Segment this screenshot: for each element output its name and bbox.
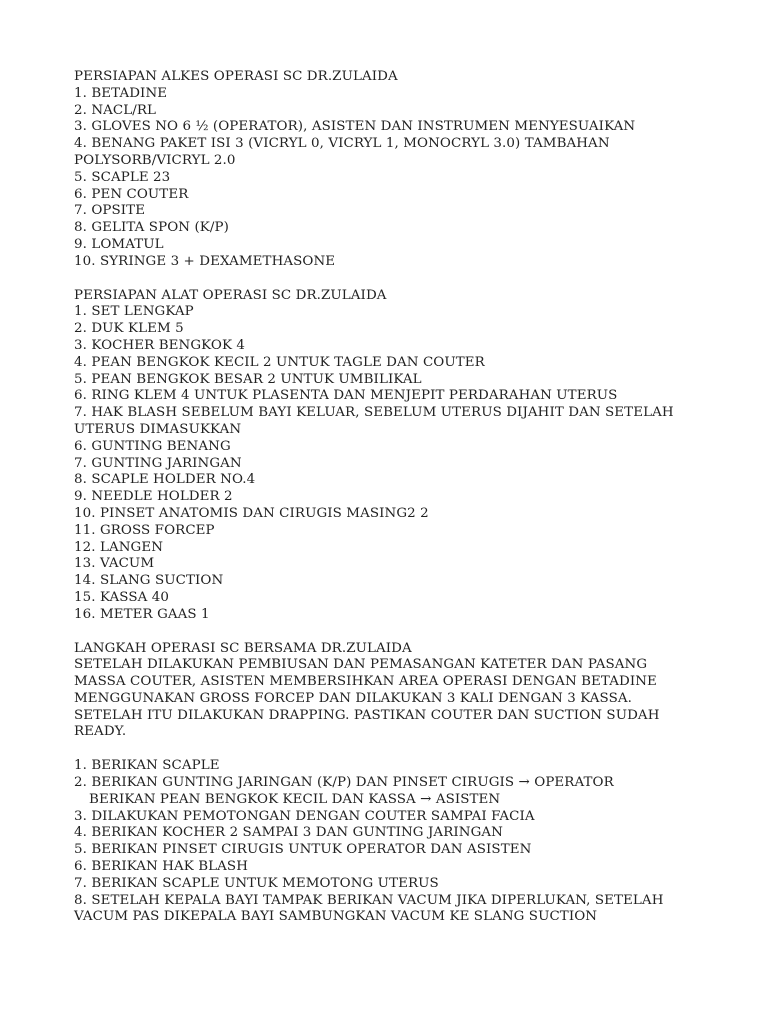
section-spacer: [74, 271, 754, 288]
document-page: [74, 69, 754, 926]
list-item: 5. PEAN BENGKOK BESAR 2 UNTUK UMBILIKAL: [74, 371, 422, 387]
step-item: 3. DILAKUKAN PEMOTONGAN DENGAN COUTER SAMPAI FACIA: [74, 808, 535, 824]
list-item: 4. PEAN BENGKOK KECIL 2 UNTUK TAGLE DAN COUTER: [74, 354, 485, 370]
intro-line: MENGGUNAKAN GROSS FORCEP DAN DILAKUKAN 3 KALI DENGAN 3 KASSA.: [74, 690, 632, 706]
list-item: 10. SYRINGE 3 + DEXAMETHASONE: [74, 253, 336, 269]
list-item: 13. VACUM: [74, 556, 155, 572]
section-title-langkah: LANGKAH OPERASI SC BERSAMA DR.ZULAIDA: [74, 640, 412, 656]
list-item: 9. NEEDLE HOLDER 2: [74, 489, 233, 505]
step-item: 1. BERIKAN SCAPLE: [74, 758, 220, 774]
list-item: 3. GLOVES NO 6 ½ (OPERATOR), ASISTEN DAN INSTRUMEN MENYESUAIKAN: [74, 119, 636, 135]
list-item: 2. DUK KLEM 5: [74, 321, 184, 337]
intro-line: READY.: [74, 724, 127, 740]
list-item: 2. NACL/RL: [74, 102, 157, 118]
step-item: 5. BERIKAN PINSET CIRUGIS UNTUK OPERATOR DAN ASISTEN: [74, 842, 532, 858]
list-item: 5. SCAPLE 23: [74, 169, 171, 185]
intro-line: MASSA COUTER, ASISTEN MEMBERSIHKAN AREA OPERASI DENGAN BETADINE: [74, 674, 657, 690]
list-item: 14. SLANG SUCTION: [74, 573, 224, 589]
section-title-alkes: PERSIAPAN ALKES OPERASI SC DR.ZULAIDA: [74, 69, 398, 84]
step-item: 2. BERIKAN GUNTING JARINGAN (K/P) DAN PINSET CIRUGIS → OPERATOR: [74, 775, 614, 791]
list-item: 4. BENANG PAKET ISI 3 (VICRYL 0, VICRYL 1, MONOCRYL 3.0) TAMBAHAN: [74, 136, 610, 152]
section-spacer: [74, 741, 754, 758]
list-item: 8. GELITA SPON (K/P): [74, 220, 229, 236]
step-item: 7. BERIKAN SCAPLE UNTUK MEMOTONG UTERUS: [74, 875, 439, 891]
list-item: 15. KASSA 40: [74, 589, 169, 605]
list-item: 3. KOCHER BENGKOK 4: [74, 337, 246, 353]
intro-line: SETELAH ITU DILAKUKAN DRAPPING. PASTIKAN COUTER DAN SUCTION SUDAH: [74, 707, 660, 723]
section-alat: [74, 288, 754, 624]
intro-line: SETELAH DILAKUKAN PEMBIUSAN DAN PEMASANGAN KATETER DAN PASANG: [74, 657, 648, 673]
list-item: 1. BETADINE: [74, 85, 168, 101]
list-item: 8. SCAPLE HOLDER NO.4: [74, 472, 256, 488]
list-item: 7. HAK BLASH SEBELUM BAYI KELUAR, SEBELUM UTERUS DIJAHIT DAN SETELAH: [74, 405, 674, 421]
list-item: 12. LANGEN: [74, 539, 164, 555]
list-item: 7. GUNTING JARINGAN: [74, 455, 242, 471]
list-item: 11. GROSS FORCEP: [74, 522, 215, 538]
list-item: 6. GUNTING BENANG: [74, 438, 231, 454]
list-item: 10. PINSET ANATOMIS DAN CIRUGIS MASING2 2: [74, 505, 429, 521]
list-item: 6. PEN COUTER: [74, 186, 189, 202]
list-item: 16. METER GAAS 1: [74, 606, 210, 622]
step-item-continuation: BERIKAN PEAN BENGKOK KECIL DAN KASSA → ASISTEN: [89, 791, 501, 807]
list-item: 7. OPSITE: [74, 203, 146, 219]
step-item: VACUM PAS DIKEPALA BAYI SAMBUNGKAN VACUM KE SLANG SUCTION: [74, 909, 598, 925]
step-item: 8. SETELAH KEPALA BAYI TAMPAK BERIKAN VACUM JIKA DIPERLUKAN, SETELAH: [74, 892, 664, 908]
section-title-alat: PERSIAPAN ALAT OPERASI SC DR.ZULAIDA: [74, 287, 387, 303]
list-item: POLYSORB/VICRYL 2.0: [74, 152, 236, 168]
list-item: UTERUS DIMASUKKAN: [74, 421, 242, 437]
section-spacer: [74, 624, 754, 641]
list-item: 6. RING KLEM 4 UNTUK PLASENTA DAN MENJEPIT PERDARAHAN UTERUS: [74, 388, 618, 404]
list-item: 9. LOMATUL: [74, 236, 164, 252]
section-alkes: [74, 69, 754, 271]
list-item: 1. SET LENGKAP: [74, 304, 194, 320]
step-item: 6. BERIKAN HAK BLASH: [74, 859, 248, 875]
step-item: 4. BERIKAN KOCHER 2 SAMPAI 3 DAN GUNTING JARINGAN: [74, 825, 503, 841]
section-langkah: [74, 641, 754, 927]
